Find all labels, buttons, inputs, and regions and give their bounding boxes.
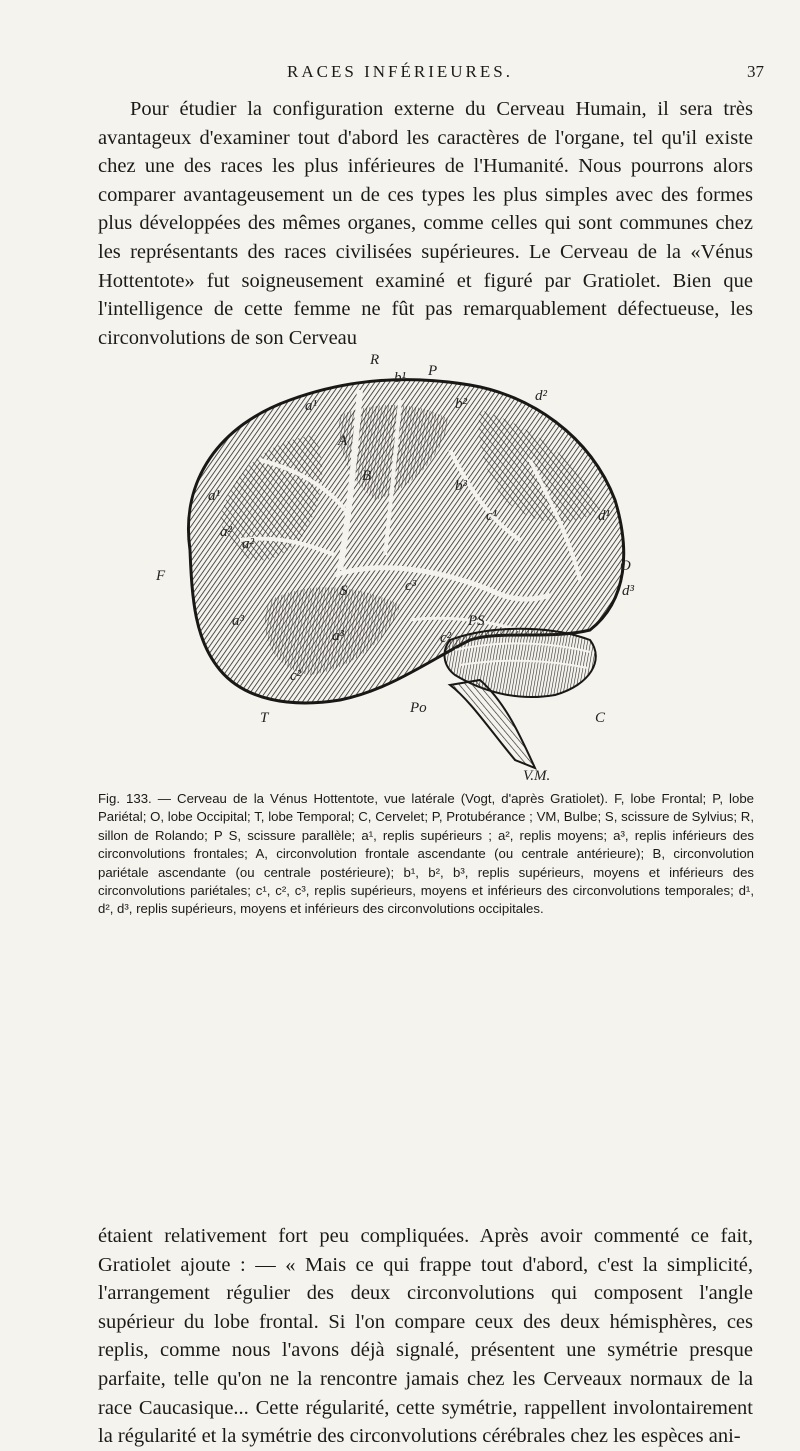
label-a2b: a² <box>242 536 254 552</box>
label-R: R <box>370 352 380 368</box>
label-a3: a³ <box>232 613 244 629</box>
label-T: T <box>260 710 269 726</box>
label-A: A <box>338 433 348 449</box>
label-O: O <box>620 558 631 574</box>
figure-caption: Fig. 133. — Cerveau de la Vénus Hottentote, vue latérale (Vogt, d'après Gratiolet). F, lobe Frontal; P, lobe Pariétal; O, lobe Occipital; T, lobe Temporal; C, Cervelet; P, Protubérance ; VM, Bulbe; S, scissure de Sylvius; R, sillon de Rolando; P S, scissure parallèle; a¹, replis supérieurs ; a², replis moyens; a³, replis inférieurs des circonvolutions frontales; A, circonvolution frontale ascendante (ou centrale antérieure); B, circonvolution pariétale ascendante (ou centrale postérieure); b¹, b², b³, replis supérieurs, moyens et inférieurs des circonvolutions pariétales; c¹, c², c³, replis supérieurs, moyens et inférieurs des circonvolutions temporales; d¹, d², d³, replis supérieurs, moyens et inférieurs des circonvolutions occipitales. <box>98 791 754 917</box>
label-b1: b¹ <box>394 370 406 386</box>
running-title: RACES INFÉRIEURES. <box>287 62 513 81</box>
label-d1: d¹ <box>598 508 610 524</box>
label-Po: Po <box>410 700 427 716</box>
label-c2b: c² <box>290 668 302 684</box>
paragraph-intro: Pour étudier la configuration externe du Cerveau Humain, il sera très avantageux d'examiner tout d'abord les caractères de l'organe, tel qu'il existe chez une des races les plus inférieures de l'Humanité. Nous pourrons alors comparer avantageusement un de ces types les plus simples avec des formes plus développées des mêmes organes, comme celles qui sont communes chez les représentants des races civilisées supérieures. Le Cerveau de la «Vénus Hottentote» fut soigneusement examiné et figuré par Gratiolet. Bien que l'intelligence de cette femme ne fût pas remarquablement défectueuse, les circonvolutions de son Cerveau <box>98 98 753 349</box>
paragraph-continuation: étaient relativement fort peu compliquées. Après avoir commenté ce fait, Gratiolet ajoute : — « Mais ce qui frappe tout d'abord, c'est la simplicité, l'arrangement régulier des deux circonvolutions qui composent l'angle supérieur du lobe frontal. Si l'on compare ceux des deux hémisphères, ces replis, comme nous l'avons déjà signalé, présentent une symétrie presque parfaite, telle qu'on ne la rencontre jamais chez les Cerveaux normaux de la race Caucasique... Cette régularité, cette symétrie, rappellent involontairement la régularité et la symétrie des circonvolutions cérébrales chez les espèces ani- <box>98 1225 753 1448</box>
running-head <box>0 62 800 86</box>
label-b3: b³ <box>455 478 467 494</box>
label-c1: c¹ <box>486 508 498 524</box>
label-a1-left: a¹ <box>208 488 220 504</box>
label-d3: d³ <box>622 583 634 599</box>
label-B: B <box>362 468 372 484</box>
page-number: 37 <box>747 62 764 81</box>
label-P: P <box>428 363 438 379</box>
label-b2: b² <box>455 396 467 412</box>
label-PS: PS <box>468 613 485 629</box>
label-F: F <box>156 568 166 584</box>
brain-engraving <box>150 340 650 785</box>
label-S: S <box>340 583 348 599</box>
label-a1-top: a¹ <box>305 398 317 414</box>
label-VM: V.M. <box>523 768 551 784</box>
label-c3: c³ <box>405 578 417 594</box>
label-C: C <box>595 710 606 726</box>
label-a2: a² <box>220 524 232 540</box>
label-d2: d² <box>535 388 547 404</box>
brain-illustration <box>150 340 650 785</box>
label-a3b: a³ <box>332 628 344 644</box>
label-c2: c² <box>440 630 452 646</box>
